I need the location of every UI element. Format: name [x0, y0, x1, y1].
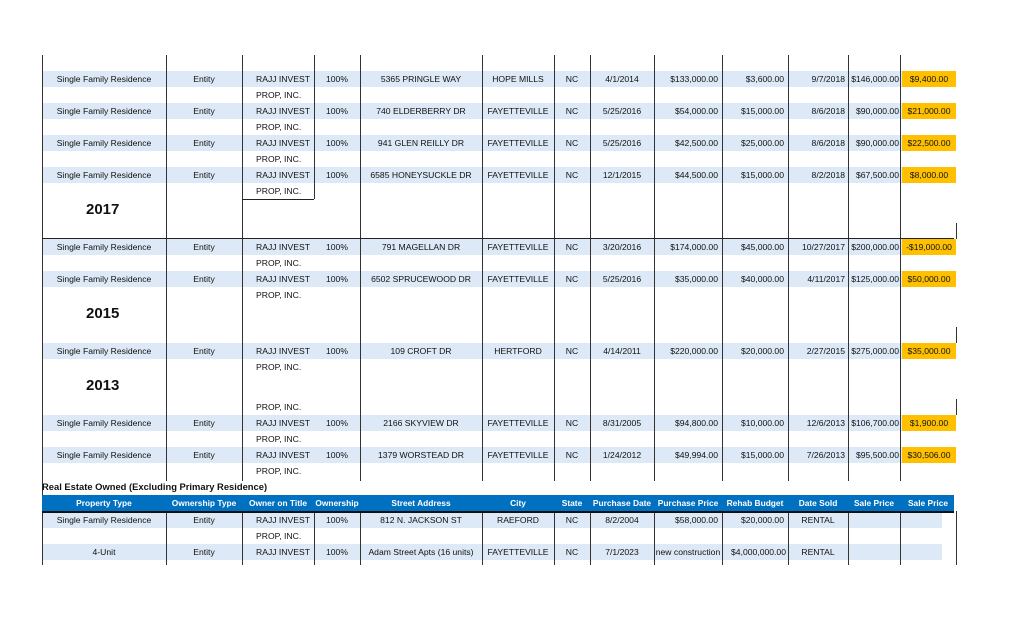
profit-cell: $8,000.00: [902, 167, 956, 183]
address-cell: 2166 SKYVIEW DR: [383, 418, 459, 428]
rehab-budget-cell: $25,000.00: [740, 138, 784, 148]
rehab-budget-cell: $45,000.00: [740, 242, 784, 252]
owner-cell: RAJJ INVEST: [256, 346, 310, 356]
profit-cell: $21,000.00: [902, 103, 956, 119]
address-cell: 812 N. JACKSON ST: [380, 515, 462, 525]
address-cell: 6585 HONEYSUCKLE DR: [370, 170, 472, 180]
property-type-cell: Single Family Residence: [56, 242, 152, 252]
city-cell: RAEFORD: [496, 515, 540, 525]
ownership-cell: 100%: [326, 450, 348, 460]
header-sale-price: Sale Price: [853, 498, 895, 508]
owner-cell: PROP, INC.: [256, 90, 302, 100]
date-sold-cell: 8/6/2018: [811, 138, 845, 148]
owner-cell: PROP, INC.: [256, 258, 302, 268]
purchase-price-cell: $94,800.00: [674, 418, 718, 428]
address-cell: 109 CROFT DR: [390, 346, 452, 356]
ownership-type-cell: Entity: [193, 450, 215, 460]
rehab-budget-cell: $20,000.00: [740, 346, 784, 356]
year-heading-2017: 2017: [86, 201, 120, 218]
address-cell: 791 MAGELLAN DR: [381, 242, 461, 252]
purchase-price-cell: $133,000.00: [670, 74, 718, 84]
address-cell: Adam Street Apts (16 units): [368, 547, 474, 557]
sale-price-cell: $200,000.00: [851, 242, 899, 252]
rehab-budget-cell: $4,000,000.00: [731, 547, 786, 557]
date-sold-cell: RENTAL: [801, 547, 835, 557]
section-title: Real Estate Owned (Excluding Primary Residence): [42, 481, 268, 492]
property-type-cell: Single Family Residence: [56, 170, 152, 180]
city-cell: FAYETTEVILLE: [487, 242, 549, 252]
rehab-budget-cell: $10,000.00: [740, 418, 784, 428]
property-type-cell: Single Family Residence: [56, 515, 152, 525]
ownership-type-cell: Entity: [193, 242, 215, 252]
grid-line: [956, 511, 957, 565]
rehab-budget-cell: $15,000.00: [740, 106, 784, 116]
date-sold-cell: 9/7/2018: [811, 74, 845, 84]
owner-cell: RAJJ INVEST: [256, 242, 310, 252]
grid-line: [848, 511, 849, 565]
address-cell: 5365 PRINGLE WAY: [380, 74, 462, 84]
city-cell: FAYETTEVILLE: [487, 547, 549, 557]
sale-price-cell: $67,500.00: [855, 170, 899, 180]
owner-cell: RAJJ INVEST: [256, 450, 310, 460]
ownership-type-cell: Entity: [193, 74, 215, 84]
rehab-budget-cell: $3,600.00: [745, 74, 784, 84]
state-cell: NC: [565, 547, 579, 557]
year-heading-2015: 2015: [86, 305, 120, 322]
state-cell: NC: [565, 450, 579, 460]
ownership-cell: 100%: [326, 74, 348, 84]
sale-price-cell: $90,000.00: [855, 106, 899, 116]
header-date-sold: Date Sold: [798, 498, 838, 508]
purchase-price-cell: $58,000.00: [674, 515, 718, 525]
owner-cell: RAJJ INVEST: [256, 74, 310, 84]
purchase-price-cell: $42,500.00: [674, 138, 718, 148]
state-cell: NC: [565, 242, 579, 252]
purchase-date-cell: 4/14/2011: [603, 346, 641, 356]
address-cell: 941 GLEN REILLY DR: [377, 138, 465, 148]
owner-cell: RAJJ INVEST: [256, 274, 310, 284]
grid-line: [956, 327, 957, 343]
ownership-type-cell: Entity: [193, 274, 215, 284]
purchase-date-cell: 3/20/2016: [602, 242, 642, 252]
state-cell: NC: [565, 418, 579, 428]
header-ownership: Ownership: [315, 498, 359, 508]
profit-cell: $1,900.00: [902, 415, 956, 431]
ownership-cell: 100%: [326, 242, 348, 252]
date-sold-cell: 4/11/2017: [807, 274, 845, 284]
purchase-price-cell: new construction: [655, 547, 721, 557]
purchase-price-cell: $49,994.00: [674, 450, 718, 460]
property-schedule: [42, 55, 958, 565]
ownership-type-cell: Entity: [193, 515, 215, 525]
profit-cell: $30,506.00: [902, 447, 956, 463]
date-sold-cell: 7/26/2013: [806, 450, 845, 460]
ownership-cell: 100%: [326, 138, 348, 148]
city-cell: FAYETTEVILLE: [487, 450, 549, 460]
purchase-price-cell: $54,000.00: [674, 106, 718, 116]
purchase-price-cell: $220,000.00: [670, 346, 718, 356]
rehab-budget-cell: $15,000.00: [740, 450, 784, 460]
rehab-budget-cell: $20,000.00: [740, 515, 784, 525]
sale-price-cell: $95,500.00: [855, 450, 899, 460]
property-type-cell: 4-Unit: [92, 547, 116, 557]
ownership-type-cell: Entity: [193, 547, 215, 557]
state-cell: NC: [565, 170, 579, 180]
profit-cell: -$19,000.00: [902, 239, 956, 255]
owner-cell: PROP, INC.: [256, 122, 302, 132]
header-property-type: Property Type: [76, 498, 132, 508]
grid-line: [956, 223, 957, 239]
owner-cell: RAJJ INVEST: [256, 170, 310, 180]
state-cell: NC: [565, 346, 579, 356]
purchase-date-cell: 5/25/2016: [602, 106, 642, 116]
purchase-date-cell: 1/24/2012: [602, 450, 642, 460]
address-cell: 6502 SPRUCEWOOD DR: [371, 274, 471, 284]
ownership-cell: 100%: [326, 170, 348, 180]
owner-cell: PROP, INC.: [256, 362, 302, 372]
date-sold-cell: 8/6/2018: [811, 106, 845, 116]
property-type-cell: Single Family Residence: [56, 274, 152, 284]
city-cell: FAYETTEVILLE: [487, 170, 549, 180]
grid-line: [900, 511, 901, 565]
header-street-address: Street Address: [391, 498, 451, 508]
purchase-price-cell: $35,000.00: [674, 274, 718, 284]
address-cell: 740 ELDERBERRY DR: [376, 106, 466, 116]
sale-price-cell: $146,000.00: [851, 74, 899, 84]
owner-cell: RAJJ INVEST: [256, 418, 310, 428]
state-cell: NC: [565, 274, 579, 284]
owner-cell: PROP, INC.: [256, 434, 302, 444]
sale-price-cell: $106,700.00: [851, 418, 899, 428]
ownership-cell: 100%: [326, 418, 348, 428]
header-state: State: [561, 498, 583, 508]
header-city: City: [510, 498, 526, 508]
profit-cell: $50,000.00: [902, 271, 956, 287]
property-type-cell: Single Family Residence: [56, 106, 152, 116]
city-cell: FAYETTEVILLE: [487, 418, 549, 428]
owner-cell: PROP, INC.: [256, 186, 302, 196]
purchase-date-cell: 7/1/2023: [605, 547, 639, 557]
sale-price-cell: $90,000.00: [855, 138, 899, 148]
address-cell: 1379 WORSTEAD DR: [378, 450, 464, 460]
date-sold-cell: 12/6/2013: [806, 418, 845, 428]
ownership-cell: 100%: [326, 346, 348, 356]
ownership-type-cell: Entity: [193, 170, 215, 180]
purchase-date-cell: 5/25/2016: [602, 274, 642, 284]
purchase-date-cell: 8/2/2004: [605, 515, 639, 525]
city-cell: FAYETTEVILLE: [487, 106, 549, 116]
purchase-date-cell: 12/1/2015: [602, 170, 642, 180]
owner-cell: RAJJ INVEST: [256, 138, 310, 148]
header-purchase-date: Purchase Date: [592, 498, 652, 508]
ownership-type-cell: Entity: [193, 418, 215, 428]
date-sold-cell: 10/27/2017: [801, 242, 845, 252]
sale-price-cell: $275,000.00: [851, 346, 899, 356]
grid-line: [956, 399, 957, 415]
ownership-type-cell: Entity: [193, 346, 215, 356]
owner-cell: PROP, INC.: [256, 290, 302, 300]
owner-cell: PROP, INC.: [256, 466, 302, 476]
ownership-cell: 100%: [326, 274, 348, 284]
ownership-cell: 100%: [326, 515, 348, 525]
rehab-budget-cell: $15,000.00: [740, 170, 784, 180]
owner-cell: RAJJ INVEST: [256, 547, 310, 557]
ownership-cell: 100%: [326, 547, 348, 557]
date-sold-cell: 2/27/2015: [806, 346, 845, 356]
property-type-cell: Single Family Residence: [56, 138, 152, 148]
owner-cell: PROP, INC.: [256, 402, 302, 412]
grid-line: [242, 511, 243, 565]
purchase-price-cell: $44,500.00: [674, 170, 718, 180]
header-purchase-price: Purchase Price: [657, 498, 719, 508]
purchase-date-cell: 4/1/2014: [605, 74, 639, 84]
date-sold-cell: 8/2/2018: [811, 170, 845, 180]
owner-cell: PROP, INC.: [256, 154, 302, 164]
sale-price-cell: $125,000.00: [851, 274, 899, 284]
state-cell: NC: [565, 138, 579, 148]
purchase-price-cell: $174,000.00: [670, 242, 718, 252]
date-sold-cell: RENTAL: [801, 515, 835, 525]
ownership-type-cell: Entity: [193, 138, 215, 148]
city-cell: FAYETTEVILLE: [487, 274, 549, 284]
property-type-cell: Single Family Residence: [56, 346, 152, 356]
owner-cell: RAJJ INVEST: [256, 515, 310, 525]
grid-line: [900, 55, 901, 481]
cell-border: [242, 199, 314, 200]
header-sale-price-2: Sale Price: [907, 498, 949, 508]
year-heading-2013: 2013: [86, 377, 120, 394]
property-type-cell: Single Family Residence: [56, 418, 152, 428]
header-rehab-budget: Rehab Budget: [726, 498, 784, 508]
profit-cell: $9,400.00: [902, 71, 956, 87]
header-owner-on-title: Owner on Title: [248, 498, 307, 508]
city-cell: HOPE MILLS: [492, 74, 544, 84]
city-cell: FAYETTEVILLE: [487, 138, 549, 148]
city-cell: HERTFORD: [494, 346, 542, 356]
grid-line: [242, 55, 243, 481]
profit-cell: $35,000.00: [902, 343, 956, 359]
rehab-budget-cell: $40,000.00: [740, 274, 784, 284]
ownership-cell: 100%: [326, 106, 348, 116]
profit-cell: $22,500.00: [902, 135, 956, 151]
state-cell: NC: [565, 106, 579, 116]
header-ownership-type: Ownership Type: [171, 498, 237, 508]
property-type-cell: Single Family Residence: [56, 74, 152, 84]
state-cell: NC: [565, 74, 579, 84]
purchase-date-cell: 8/31/2005: [602, 418, 642, 428]
owner-cell: PROP, INC.: [256, 531, 302, 541]
ownership-type-cell: Entity: [193, 106, 215, 116]
owner-cell: RAJJ INVEST: [256, 106, 310, 116]
state-cell: NC: [565, 515, 579, 525]
property-type-cell: Single Family Residence: [56, 450, 152, 460]
purchase-date-cell: 5/25/2016: [602, 138, 642, 148]
